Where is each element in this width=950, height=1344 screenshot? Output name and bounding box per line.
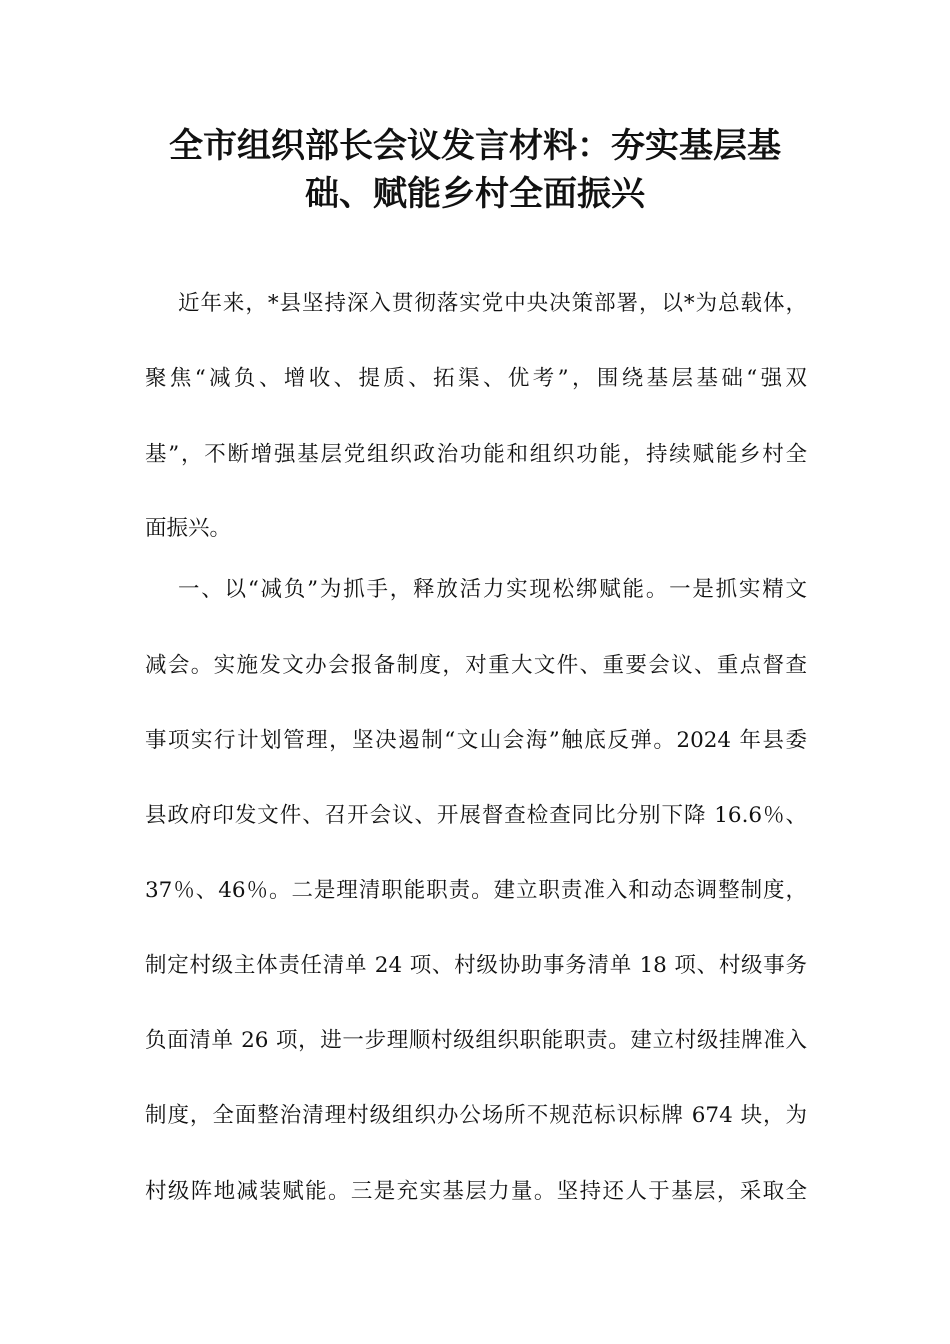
text-line: 一、以“减负”为抓手，释放活力实现松绑赋能。一是抓实精文 — [178, 577, 807, 602]
text-line: 37％、46％。二是理清职能职责。建立职责准入和动态调整制度， — [145, 878, 807, 903]
text-line: 制度，全面整治清理村级组织办公场所不规范标识标牌 674 块，为 — [145, 1103, 807, 1128]
text-line: 减会。实施发文办会报备制度，对重大文件、重要会议、重点督查 — [145, 653, 807, 678]
text-line: 近年来，*县坚持深入贯彻落实党中央决策部署，以*为总载体， — [178, 291, 807, 316]
title-line: 全市组织部长会议发言材料：夯实基层基 — [169, 126, 781, 166]
title-line: 础、赋能乡村全面振兴 — [305, 174, 645, 214]
text-line: 县政府印发文件、召开会议、开展督查检查同比分别下降 16.6％、 — [145, 803, 807, 828]
text-line: 事项实行计划管理，坚决遏制“文山会海”触底反弹。2024 年县委 — [145, 728, 807, 753]
text-line: 聚焦“减负、增收、提质、拓渠、优考”，围绕基层基础“强双 — [145, 366, 807, 391]
text-line: 村级阵地减装赋能。三是充实基层力量。坚持还人于基层，采取全 — [145, 1179, 807, 1204]
text-line: 基”，不断增强基层党组织政治功能和组织功能，持续赋能乡村全 — [145, 442, 807, 467]
text-line: 面振兴。 — [145, 516, 232, 541]
text-line: 制定村级主体责任清单 24 项、村级协助事务清单 18 项、村级事务 — [145, 953, 807, 978]
text-line: 负面清单 26 项，进一步理顺村级组织职能职责。建立村级挂牌准入 — [145, 1028, 807, 1053]
